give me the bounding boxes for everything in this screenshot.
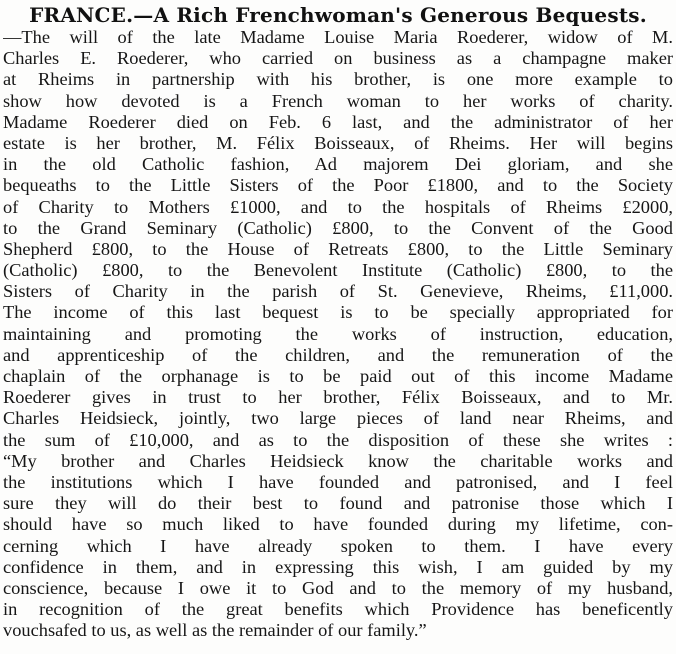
article-body — [3, 27, 673, 641]
article-line: cerning which I have already spoken to them. I have every — [3, 535, 673, 556]
article-headline: FRANCE.—A Rich Frenchwoman's Generous Bequests. — [29, 3, 647, 27]
article-line: (Catholic) £800, to the Benevolent Institute (Catholic) £800, to the — [3, 260, 673, 281]
article-line: vouchsafed to us, as well as the remainder of our family.” — [3, 620, 427, 641]
article-line: Sisters of Charity in the parish of St. Genevieve, Rheims, £11,000. — [3, 281, 673, 302]
article-line: chaplain of the orphanage is to be paid out of this income Madame — [3, 366, 673, 386]
article-line: to the Grand Seminary (Catholic) £800, to the Convent of the Good — [3, 217, 673, 238]
article-line: conscience, because I owe it to God and to the memory of my husband, — [3, 577, 673, 598]
article-line: maintaining and promoting the works of instruction, education, — [3, 323, 673, 344]
article-line: Charles E. Roederer, who carried on business as a champagne maker — [3, 48, 673, 69]
article-line: Madame Roederer died on Feb. 6 last, and the administrator of her — [3, 111, 673, 132]
article-line: in recognition of the great benefits which Providence has beneficently — [3, 599, 673, 620]
article-line: in the old Catholic fashion, Ad majorem Dei gloriam, and she — [3, 154, 673, 175]
article-line: sure they will do their best to found and patronise those which I — [3, 493, 673, 514]
article-line: the institutions which I have founded and patronised, and I feel — [3, 471, 673, 492]
article-line: the sum of £10,000, and as to the disposition of these she writes : — [3, 429, 673, 450]
article-line: —The will of the late Madame Louise Maria Roederer, widow of M. — [3, 27, 673, 47]
article-line: The income of this last bequest is to be specially appropriated for — [3, 302, 673, 323]
article-line: Roederer gives in trust to her brother, Félix Boisseaux, and to Mr. — [3, 387, 673, 408]
article-line: confidence in them, and in expressing this wish, I am guided by my — [3, 556, 673, 577]
article-line: Shepherd £800, to the House of Retreats £800, to the Little Seminary — [3, 238, 673, 259]
article-line: of Charity to Mothers £1000, and to the hospitals of Rheims £2000, — [3, 196, 673, 217]
article-line: at Rheims in partnership with his brother, is one more example to — [3, 69, 673, 90]
article-line: “My brother and Charles Heidsieck know the charitable works and — [3, 450, 673, 471]
article-line: estate is her brother, M. Félix Boisseaux, of Rheims. Her will begins — [3, 132, 673, 153]
article-line: bequeaths to the Little Sisters of the Poor £1800, and to the Society — [3, 175, 673, 196]
article-line: should have so much liked to have founded during my lifetime, con- — [3, 514, 673, 535]
article-line: and apprenticeship of the children, and the remuneration of the — [3, 344, 673, 365]
article-line: Charles Heidsieck, jointly, two large pieces of land near Rheims, and — [3, 408, 673, 429]
article-line: show how devoted is a French woman to her works of charity. — [3, 90, 673, 111]
